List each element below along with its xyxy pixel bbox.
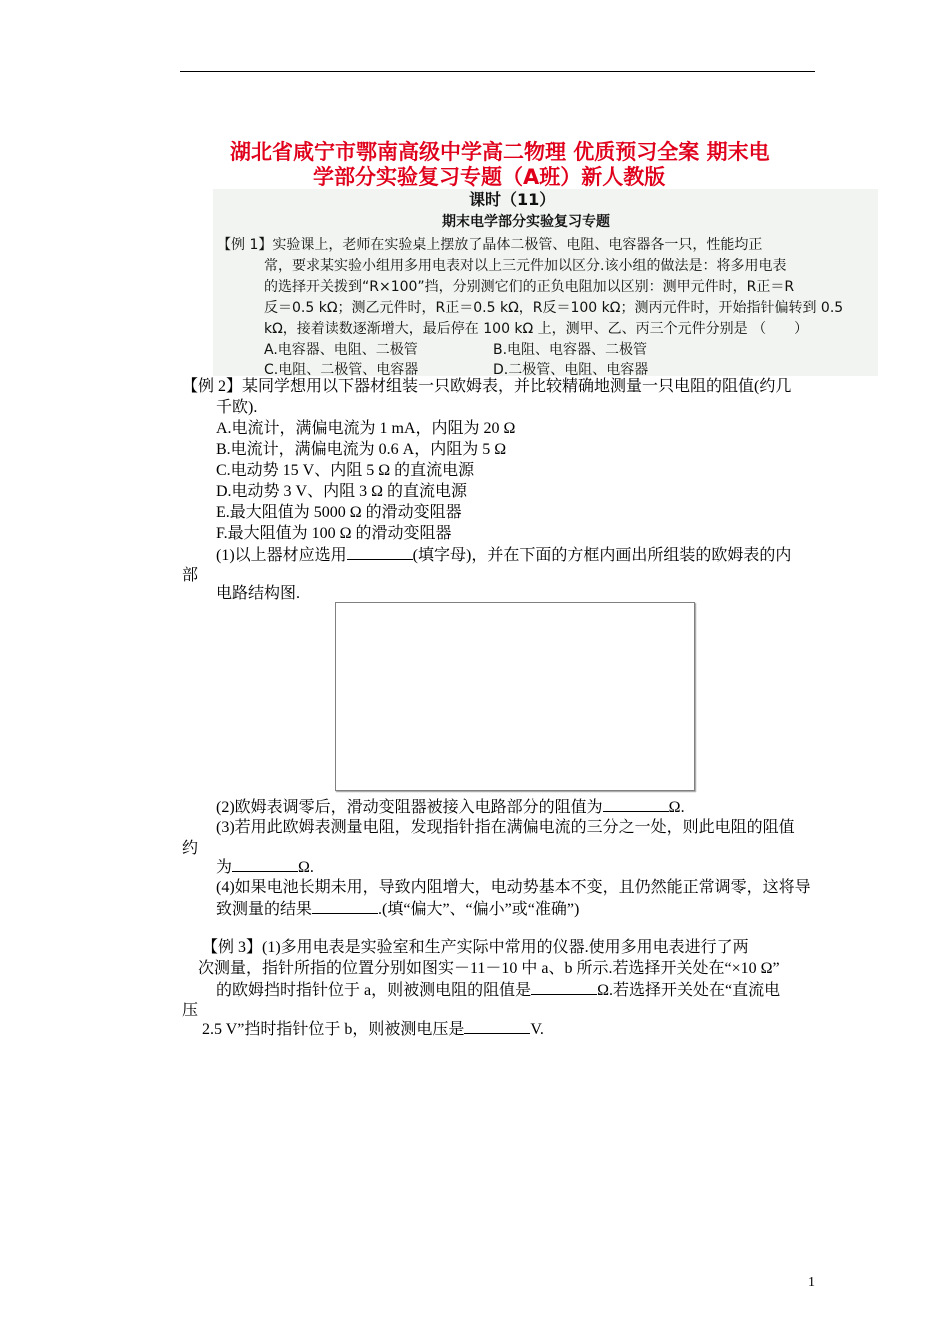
question-2 [216,796,685,818]
question-text: 2.5 V”挡时指针位于 b，则被测电压是 [202,1021,465,1038]
example1-line: 【例 1】实验课上，老师在实验桌上摆放了晶体二极管、电阻、电容器各一只，性能均正 [217,237,763,253]
circuit-drawing-box[interactable] [335,602,695,791]
example1-line: 常，要求某实验小组用多用电表对以上三元件加以区分.该小组的做法是：将多用电表 [264,258,787,274]
page-number: 1 [808,1275,815,1290]
answer-blank[interactable] [312,898,378,914]
option-b: B.电阻、电容器、二极管 [493,342,648,358]
question-text: (2)欧姆表调零后，滑动变阻器被接入电路部分的阻值为 [216,799,603,816]
answer-blank[interactable] [347,544,413,560]
option-c: C.电阻、二极管、电容器 [264,362,419,378]
question-text: 的欧姆挡时指针位于 a，则被测电阻的阻值是 [216,982,532,999]
question-4: (4)如果电池长期未用，导致内阻增大，电动势基本不变，且仍然能正常调零，这将导 [216,879,811,896]
option-d: D.二极管、电阻、电容器 [493,362,649,378]
example2-intro: 【例 2】某同学想用以下器材组装一只欧姆表，并比较精确地测量一只电阻的阻值(约几 [182,378,792,395]
answer-blank[interactable] [464,1018,530,1034]
answer-blank[interactable] [232,856,298,872]
question-text: Ω. [298,859,314,876]
question-text: 致测量的结果 [216,901,313,918]
equipment-item: A.电流计，满偏电流为 1 mA，内阻为 20 Ω [216,420,516,437]
question-text: Ω.若选择开关处在“直流电 [597,982,781,999]
example1-scan-image [213,189,878,376]
equipment-item: C.电动势 15 V、内阻 5 Ω 的直流电源 [216,462,475,479]
equipment-item: F.最大阻值为 100 Ω 的滑动变阻器 [216,525,452,542]
question-3: (3)若用此欧姆表测量电阻，发现指针指在满偏电流的三分之一处，则此电阻的阻值 [216,819,795,836]
question-text: Ω. [668,799,685,816]
doc-title-line2: 学部分实验复习专题（A班）新人教版 [313,165,666,189]
answer-blank[interactable] [603,796,669,812]
equipment-item: B.电流计，满偏电流为 0.6 A，内阻为 5 Ω [216,441,507,458]
example3-line: 【例 3】(1)多用电表是实验室和生产实际中常用的仪器.使用多用电表进行了两 [202,939,749,956]
example1-line: 的选择开关拨到“R×100”挡，分别测它们的正负电阻加以区别：测甲元件时，R正＝R [264,279,795,295]
question-1-cont: 电路结构图. [216,585,301,602]
topic-subtitle: 期末电学部分实验复习专题 [442,214,610,230]
question-text: (填字母)，并在下面的方框内画出所组装的欧姆表的内 [412,547,792,564]
question-1-wrap: 部 [182,567,199,584]
example1-line: 反＝0.5 kΩ；测乙元件时，R正＝0.5 kΩ，R反＝100 kΩ；测丙元件时，开始指针偏转到 0.5 [264,300,844,316]
option-a: A.电容器、电阻、二极管 [264,342,418,358]
example3-line [202,1018,544,1040]
example1-line: kΩ，接着读数逐渐增大，最后停在 100 kΩ 上，测甲、乙、丙三个元件分别是 （ ） [264,321,809,337]
question-text: 为 [216,859,233,876]
example3-line [216,979,780,1001]
answer-blank[interactable] [531,979,597,995]
doc-title-line1: 湖北省咸宁市鄂南高级中学高二物理 优质预习全案 期末电 [230,140,770,164]
question-4-cont [216,898,579,920]
example2-intro-cont: 千欧). [216,399,258,416]
question-3-cont [216,856,314,878]
header-rule [180,71,815,72]
question-text: V. [530,1021,544,1038]
question-text: (1)以上器材应选用 [216,547,347,564]
equipment-item: D.电动势 3 V、内阻 3 Ω 的直流电源 [216,483,468,500]
example3-wrap: 压 [182,1002,199,1019]
lesson-label: 课时（11） [469,190,556,209]
question-text: .(填“偏大”、“偏小”或“准确”) [378,901,580,918]
question-1 [216,544,791,566]
equipment-item: E.最大阻值为 5000 Ω 的滑动变阻器 [216,504,462,521]
question-3-wrap: 约 [182,840,199,857]
example3-line: 次测量，指针所指的位置分别如图实－11－10 中 a、b 所示.若选择开关处在“×10 Ω” [198,960,780,977]
